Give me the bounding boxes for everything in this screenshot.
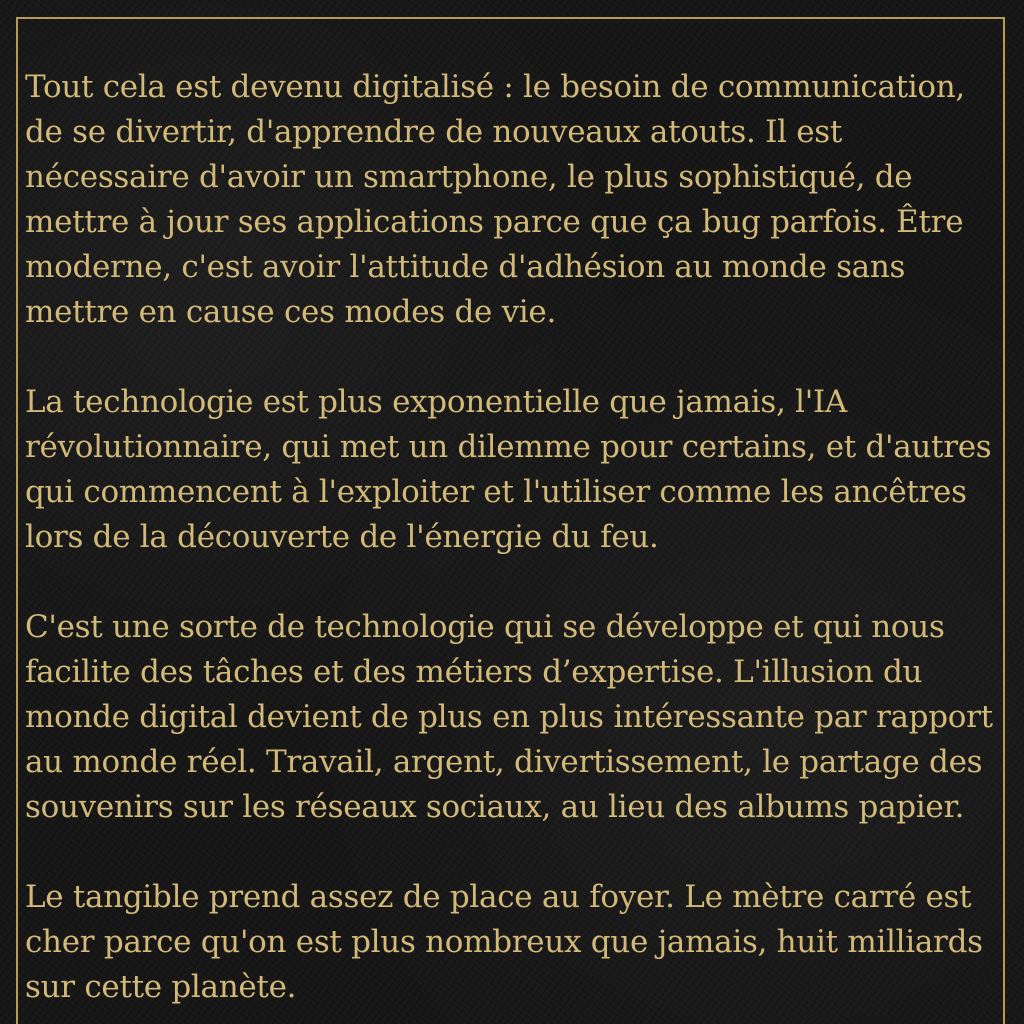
paragraph-1: Tout cela est devenu digitalisé : le besoin de communication, de se divertir, d'apprendre de nouveaux atouts. Il est nécessaire d'avoir un smartphone, le plus sophistiqué, de mettre à jour ses applications parce que ça bug parfois. Être moderne, c'est avoir l'attitude d'adhésion au monde sans mettre en cause ces modes de vie.: [25, 69, 965, 330]
paragraph-3: C'est une sorte de technologie qui se développe et qui nous facilite des tâches et des métiers d’expertise. L'illusion du monde digital devient de plus en plus intéressante par rapport au monde réel. Travail, argent, divertissement, le partage des souvenirs sur les réseaux sociaux, au lieu des albums papier.: [25, 609, 993, 825]
text-block: [25, 65, 1005, 1024]
paragraph-2: La technologie est plus exponentielle que jamais, l'IA révolutionnaire, qui met un dilemme pour certains, et d'autres qui commencent à l'exploiter et l'utiliser comme les ancêtres lors de la découverte de l'énergie du feu.: [25, 384, 992, 555]
paragraph-4: Le tangible prend assez de place au foyer. Le mètre carré est cher parce qu'on est plus nombreux que jamais, huit milliards sur cette planète.: [25, 879, 983, 1005]
